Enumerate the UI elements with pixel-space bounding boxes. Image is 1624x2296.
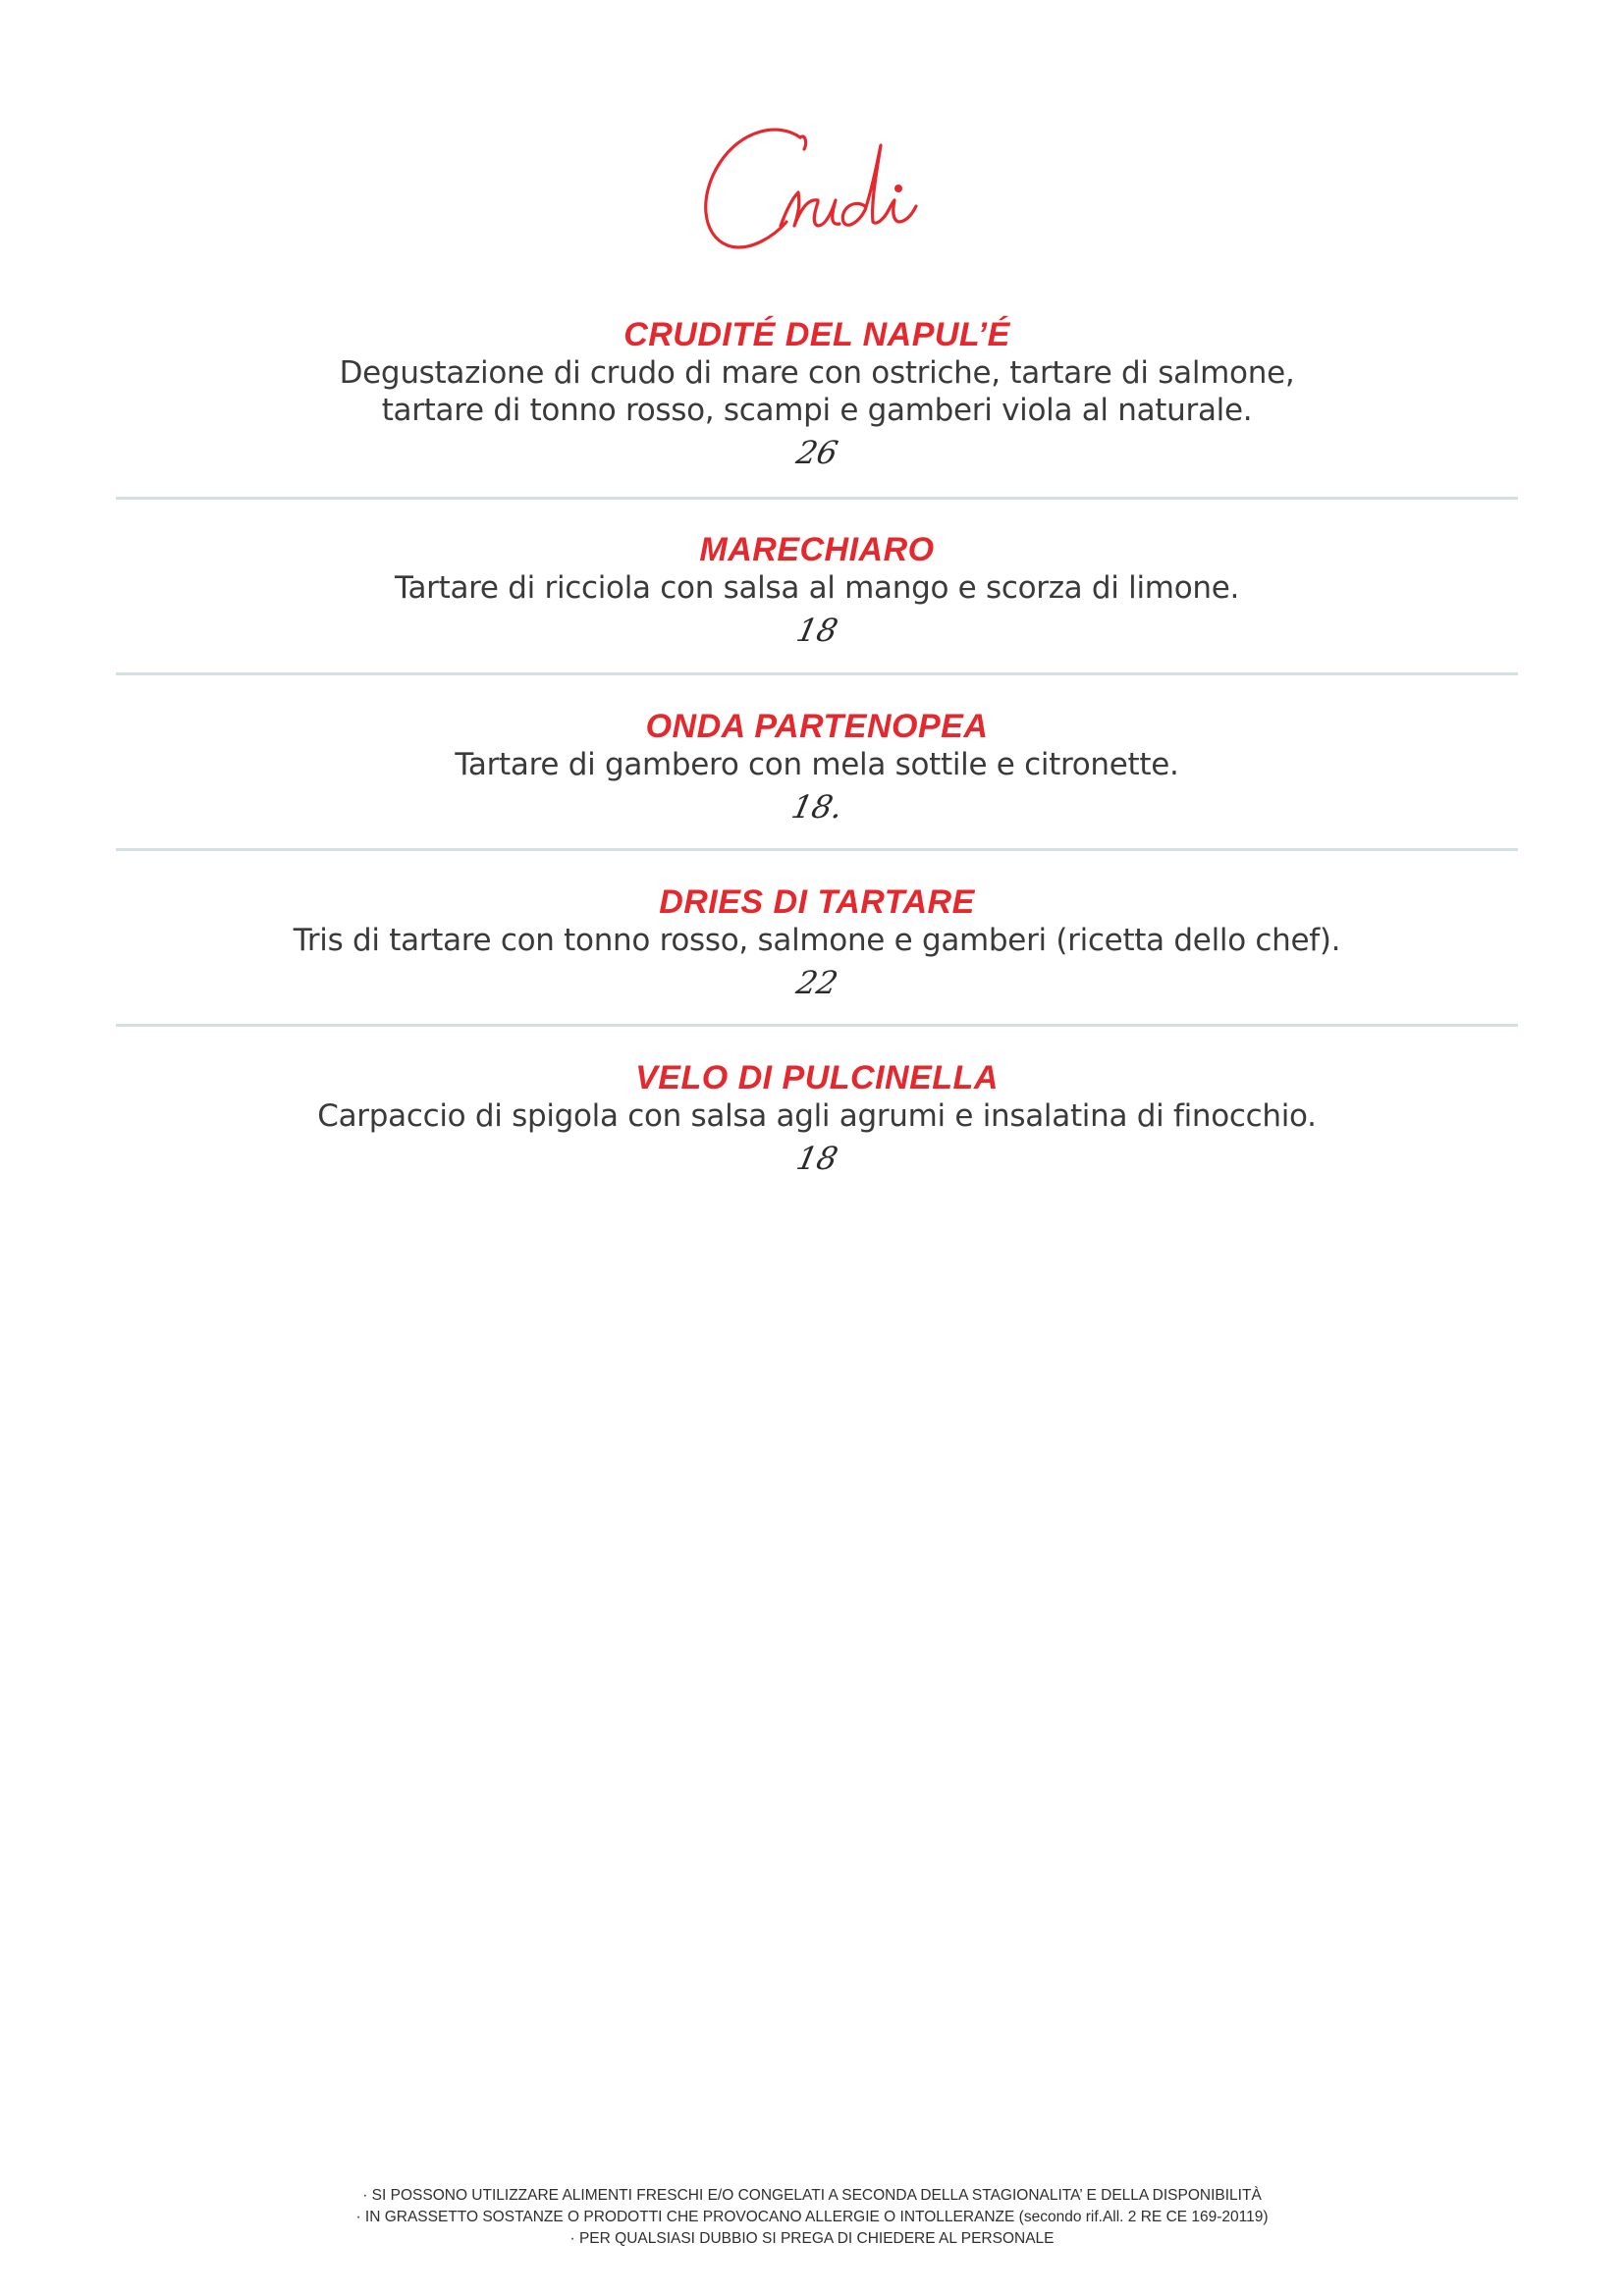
dish-name: CRUDITÉ DEL NAPUL’É	[623, 316, 1010, 353]
menu-item	[116, 315, 1518, 474]
page-title	[684, 116, 940, 273]
dish-name: MARECHIARO	[699, 531, 935, 568]
dish-description: Tartare di gambero con mela sottile e citronette.	[455, 747, 1179, 782]
section-divider	[116, 672, 1518, 675]
section-divider	[116, 1024, 1518, 1027]
footer-line: · SI POSSONO UTILIZZARE ALIMENTI FRESCHI E/O CONGELATI A SECONDA DELLA STAGIONALITA’ E DELLA DISPONIBILITÀ	[362, 2187, 1262, 2204]
allergen-footer	[0, 2185, 1624, 2250]
dish-description: Tartare di ricciola con salsa al mango e scorza di limone.	[394, 570, 1240, 606]
dish-price: 26	[792, 434, 841, 471]
dish-price: 18	[792, 1140, 841, 1177]
dish-description: Degustazione di crudo di mare con ostriche, tartare di salmone, tartare di tonno rosso, scampi e gamberi viola al naturale.	[339, 355, 1295, 428]
footer-line: · PER QUALSIASI DUBBIO SI PREGA DI CHIEDERE AL PERSONALE	[569, 2230, 1055, 2247]
section-divider	[116, 848, 1518, 851]
dish-description: Tris di tartare con tonno rosso, salmone e gamberi (ricetta dello chef).	[293, 923, 1341, 958]
menu-item	[116, 882, 1518, 1004]
dish-name: DRIES DI TARTARE	[659, 883, 975, 921]
page-title-wrap	[0, 116, 1624, 273]
dish-price: 18	[792, 612, 841, 649]
footer-line: · IN GRASSETTO SOSTANZE O PRODOTTI CHE PROVOCANO ALLERGIE O INTOLLERANZE (secondo rif.All. 2 RE CE 169-20119)	[355, 2209, 1269, 2225]
dish-name: ONDA PARTENOPEA	[645, 708, 989, 745]
dish-description: Carpaccio di spigola con salsa agli agrumi e insalatina di finocchio.	[317, 1098, 1317, 1134]
section-divider	[116, 497, 1518, 500]
script-title-lettering	[684, 116, 940, 273]
dish-price: 22	[792, 964, 841, 1001]
dish-price: 18.	[787, 788, 846, 826]
menu-item	[116, 1058, 1518, 1180]
dish-name: VELO DI PULCINELLA	[635, 1059, 999, 1096]
menu-item	[116, 707, 1518, 828]
menu-item	[116, 530, 1518, 652]
